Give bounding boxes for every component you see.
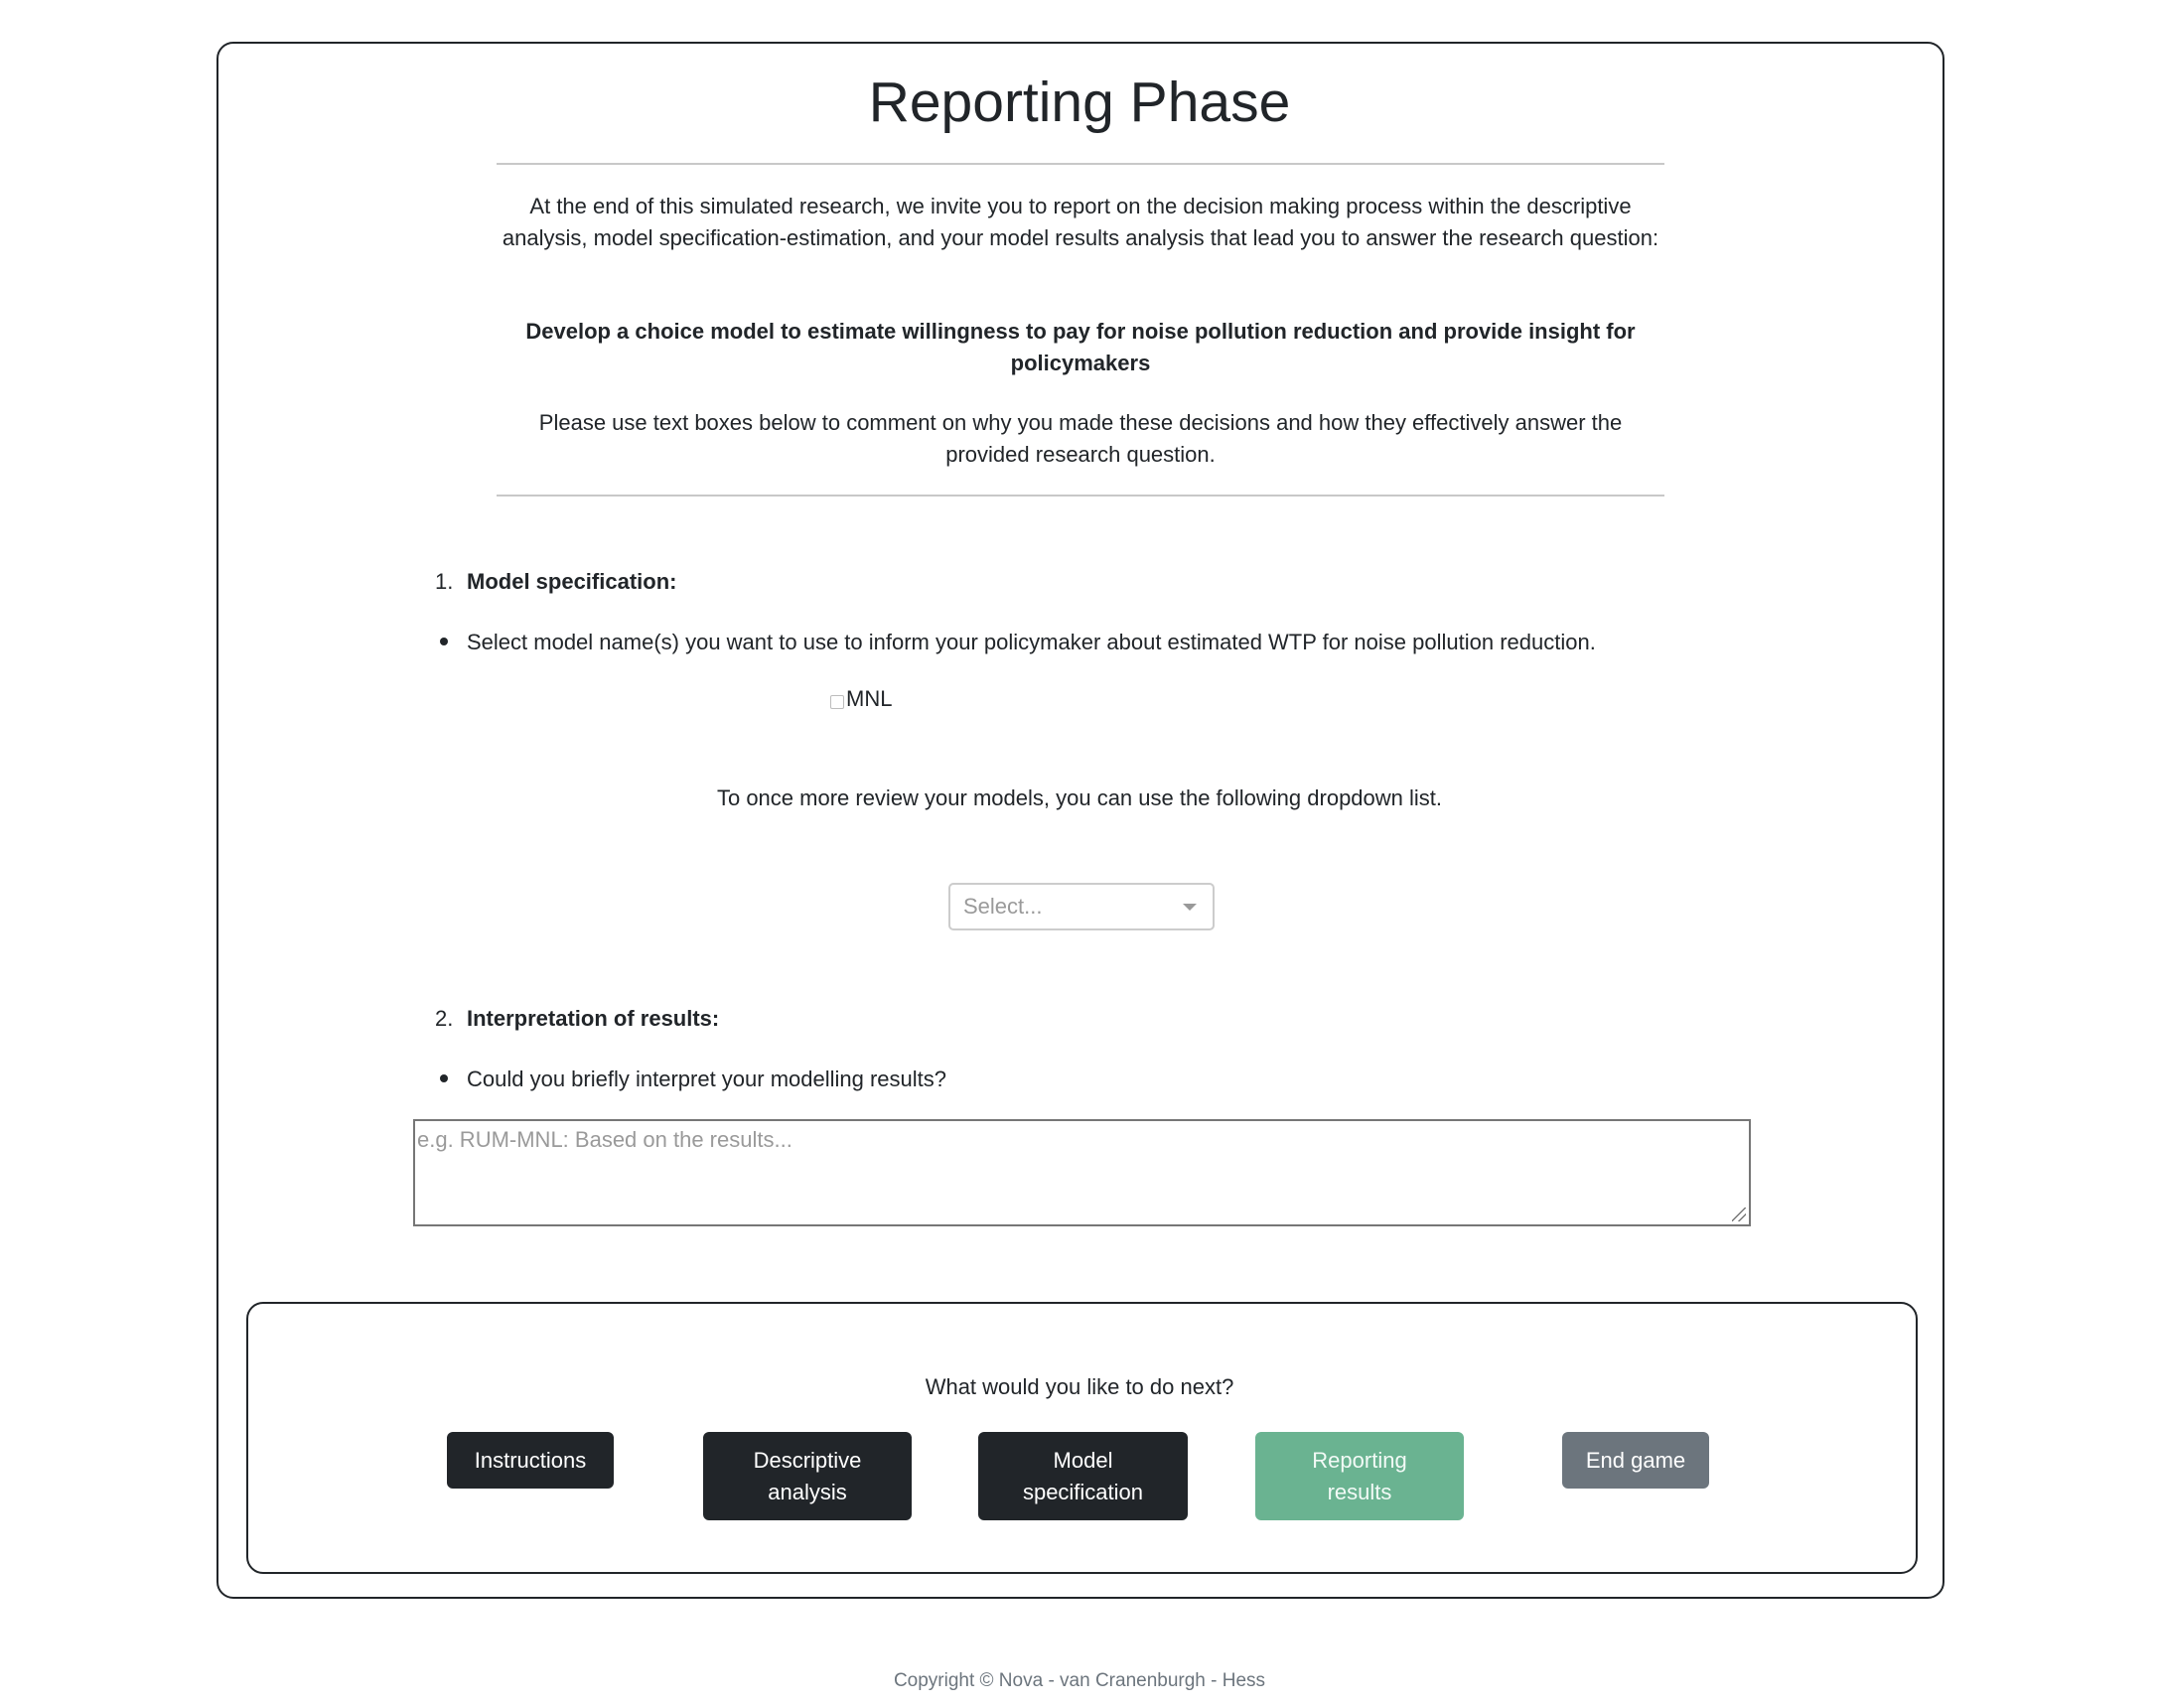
dropdown-placeholder: Select... [963,894,1043,919]
interpretation-textarea[interactable] [413,1119,1751,1226]
descriptive-analysis-button[interactable] [703,1432,912,1520]
instructions-button-label: Instructions [474,1447,587,1473]
interpretation-prompt-text: Could you briefly interpret your modelling results? [467,1067,947,1091]
section-number: 1. [435,569,454,594]
model-select-prompt-text: Select model name(s) you want to use to inform your policymaker about estimated WTP for noise pollution reduction. [467,630,1596,654]
divider-bottom [497,495,1664,497]
mnl-label: MNL [846,686,893,711]
section-interpretation [435,1003,719,1035]
model-specification-button[interactable] [978,1432,1188,1520]
section-model-specification [435,566,676,598]
model-review-dropdown[interactable] [948,883,1215,930]
bullet-icon [440,638,448,645]
section-title: Interpretation of results: [467,1006,720,1031]
model-specification-label-line2: specification [1022,1479,1144,1504]
intro-text: At the end of this simulated research, we invite you to report on the decision making process within the descriptive analysis, model specification-estimation, and your model results analysis that lead you to answer the research question: [502,194,1659,250]
section-number: 2. [435,1006,454,1031]
reporting-results-label-line1: Reporting [1312,1447,1407,1473]
end-game-button-label: End game [1585,1447,1686,1473]
instructions-text: Please use text boxes below to comment on why you made these decisions and how they effectively answer the provided research question. [538,410,1623,467]
descriptive-analysis-label-line1: Descriptive [753,1447,862,1473]
descriptive-analysis-label-line2: analysis [768,1479,847,1504]
review-models-text: To once more review your models, you can use the following dropdown list. [716,785,1443,810]
section-title: Model specification: [467,569,677,594]
resize-handle-icon[interactable] [1732,1208,1746,1221]
instructions-button[interactable] [447,1432,614,1489]
divider-top [497,163,1664,165]
next-step-question: What would you like to do next? [925,1374,1234,1399]
model-option-mnl[interactable] [830,683,892,715]
model-specification-label-line1: Model [1053,1447,1113,1473]
textarea-placeholder: e.g. RUM-MNL: Based on the results... [417,1127,792,1152]
page-title: Reporting Phase [868,71,1291,134]
model-select-prompt [435,627,1596,658]
reporting-results-button[interactable] [1255,1432,1464,1520]
interpretation-prompt [435,1064,946,1095]
end-game-button[interactable] [1562,1432,1709,1489]
research-question: Develop a choice model to estimate willingness to pay for noise pollution reduction and provide insight for policymakers [525,319,1636,375]
mnl-checkbox[interactable] [830,695,844,709]
bullet-icon [440,1074,448,1082]
footer-copyright: Copyright © Nova - van Cranenburgh - Hess [893,1670,1266,1691]
reporting-results-label-line2: results [1327,1479,1392,1504]
chevron-down-icon[interactable] [1183,904,1197,911]
